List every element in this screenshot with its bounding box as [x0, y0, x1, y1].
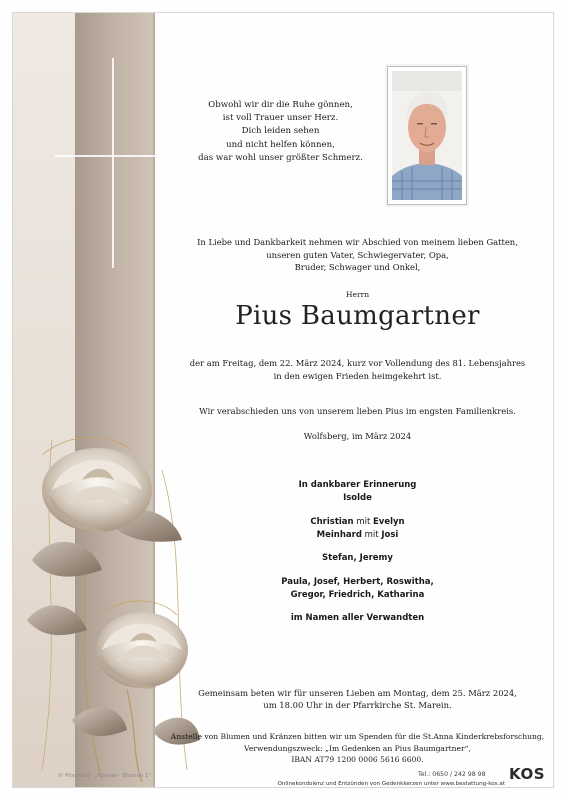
- poem-line: und nicht helfen können,: [226, 139, 335, 150]
- poem-line: Obwohl wir dir die Ruhe gönnen,: [208, 100, 353, 110]
- deceased-name: Pius Baumgartner: [235, 301, 480, 331]
- poem-line: Dich leiden sehen: [241, 126, 320, 137]
- mourners-heading-group: [165, 479, 550, 505]
- mourners-children-group: [165, 516, 550, 542]
- donation-line: IBAN AT79 1200 0006 5616 6600.: [291, 755, 424, 765]
- mourner-siblings: Gregor, Friedrich, Katharina: [290, 589, 425, 600]
- poem-line: das war wohl unser größter Schmerz.: [198, 152, 363, 163]
- intro-text: [165, 236, 550, 274]
- farewell-text: Wir verabschieden uns von unserem lieben Pius im engsten Familienkreis.: [199, 406, 516, 416]
- mourners-grandchildren-group: [165, 552, 550, 565]
- intro-line: Bruder, Schwager und Onkel,: [294, 262, 421, 273]
- donation-notice: [165, 731, 550, 766]
- mourner-connector: mit: [356, 516, 371, 527]
- mass-line: Gemeinsam beten wir für unseren Lieben am Montag, dem 25. März 2024,: [198, 688, 517, 698]
- mourners-relatives-group: [165, 612, 550, 625]
- mourner-name: Meinhard: [316, 529, 362, 540]
- intro-line: In Liebe und Dankbarkeit nehmen wir Abschied von meinem lieben Gatten,: [197, 237, 518, 247]
- donation-line: Anstelle von Blumen und Kränzen bitten wir um Spenden für die St.Anna Kinderkrebsforschung,: [170, 732, 545, 741]
- cross-icon-vertical: [112, 58, 114, 268]
- poem: [178, 99, 383, 165]
- mourners-heading: In dankbarer Erinnerung: [298, 480, 417, 490]
- mourner-siblings: Paula, Josef, Herbert, Roswitha,: [281, 576, 434, 587]
- mourner-grandchildren: Stefan, Jeremy: [322, 553, 393, 564]
- mourner-couple: [165, 529, 550, 542]
- mourner-name: Josi: [381, 529, 399, 540]
- poem-line: ist voll Trauer unser Herz.: [222, 113, 339, 124]
- portrait-frame: [387, 66, 467, 205]
- mourner-name: Christian: [310, 516, 354, 527]
- death-line: der am Freitag, dem 22. März 2024, kurz vor Vollendung des 81. Lebensjahres: [189, 358, 526, 368]
- mourner-relatives: im Namen aller Verwandten: [290, 613, 425, 624]
- phone-number[interactable]: Tel.: 0650 / 242 98 98: [418, 771, 486, 778]
- place-date: Wolfsberg, im März 2024: [303, 431, 412, 441]
- mourners-list: [165, 479, 550, 636]
- mourner-connector: mit: [364, 529, 379, 540]
- mass-notice: [165, 687, 550, 712]
- online-condolence-link[interactable]: Onlinekondolenz und Entzünden von Gedenkkerzen unter www.bestattung-kos.at: [277, 781, 505, 787]
- mourner-spouse: Isolde: [343, 493, 372, 504]
- portrait-photo: [392, 71, 462, 200]
- mass-line: um 18.00 Uhr in der Pfarrkirche St. Marein.: [263, 700, 452, 711]
- death-notice: [165, 357, 550, 382]
- kos-logo: KOS: [509, 765, 546, 783]
- death-line: in den ewigen Frieden heimgekehrt ist.: [273, 370, 442, 381]
- image-credit: © Pitschedl · „Floraler · Blumen 1“: [58, 773, 152, 779]
- salutation: Herrn: [345, 290, 370, 299]
- mourner-name: Evelyn: [372, 516, 405, 527]
- mourner-couple: [165, 516, 550, 529]
- donation-line: Verwendungszweck: „Im Gedenken an Pius Baumgartner“,: [244, 743, 471, 753]
- cross-icon-horizontal: [55, 155, 175, 157]
- mourners-siblings-group: [165, 576, 550, 602]
- intro-line: unseren guten Vater, Schwiegervater, Opa,: [266, 249, 449, 260]
